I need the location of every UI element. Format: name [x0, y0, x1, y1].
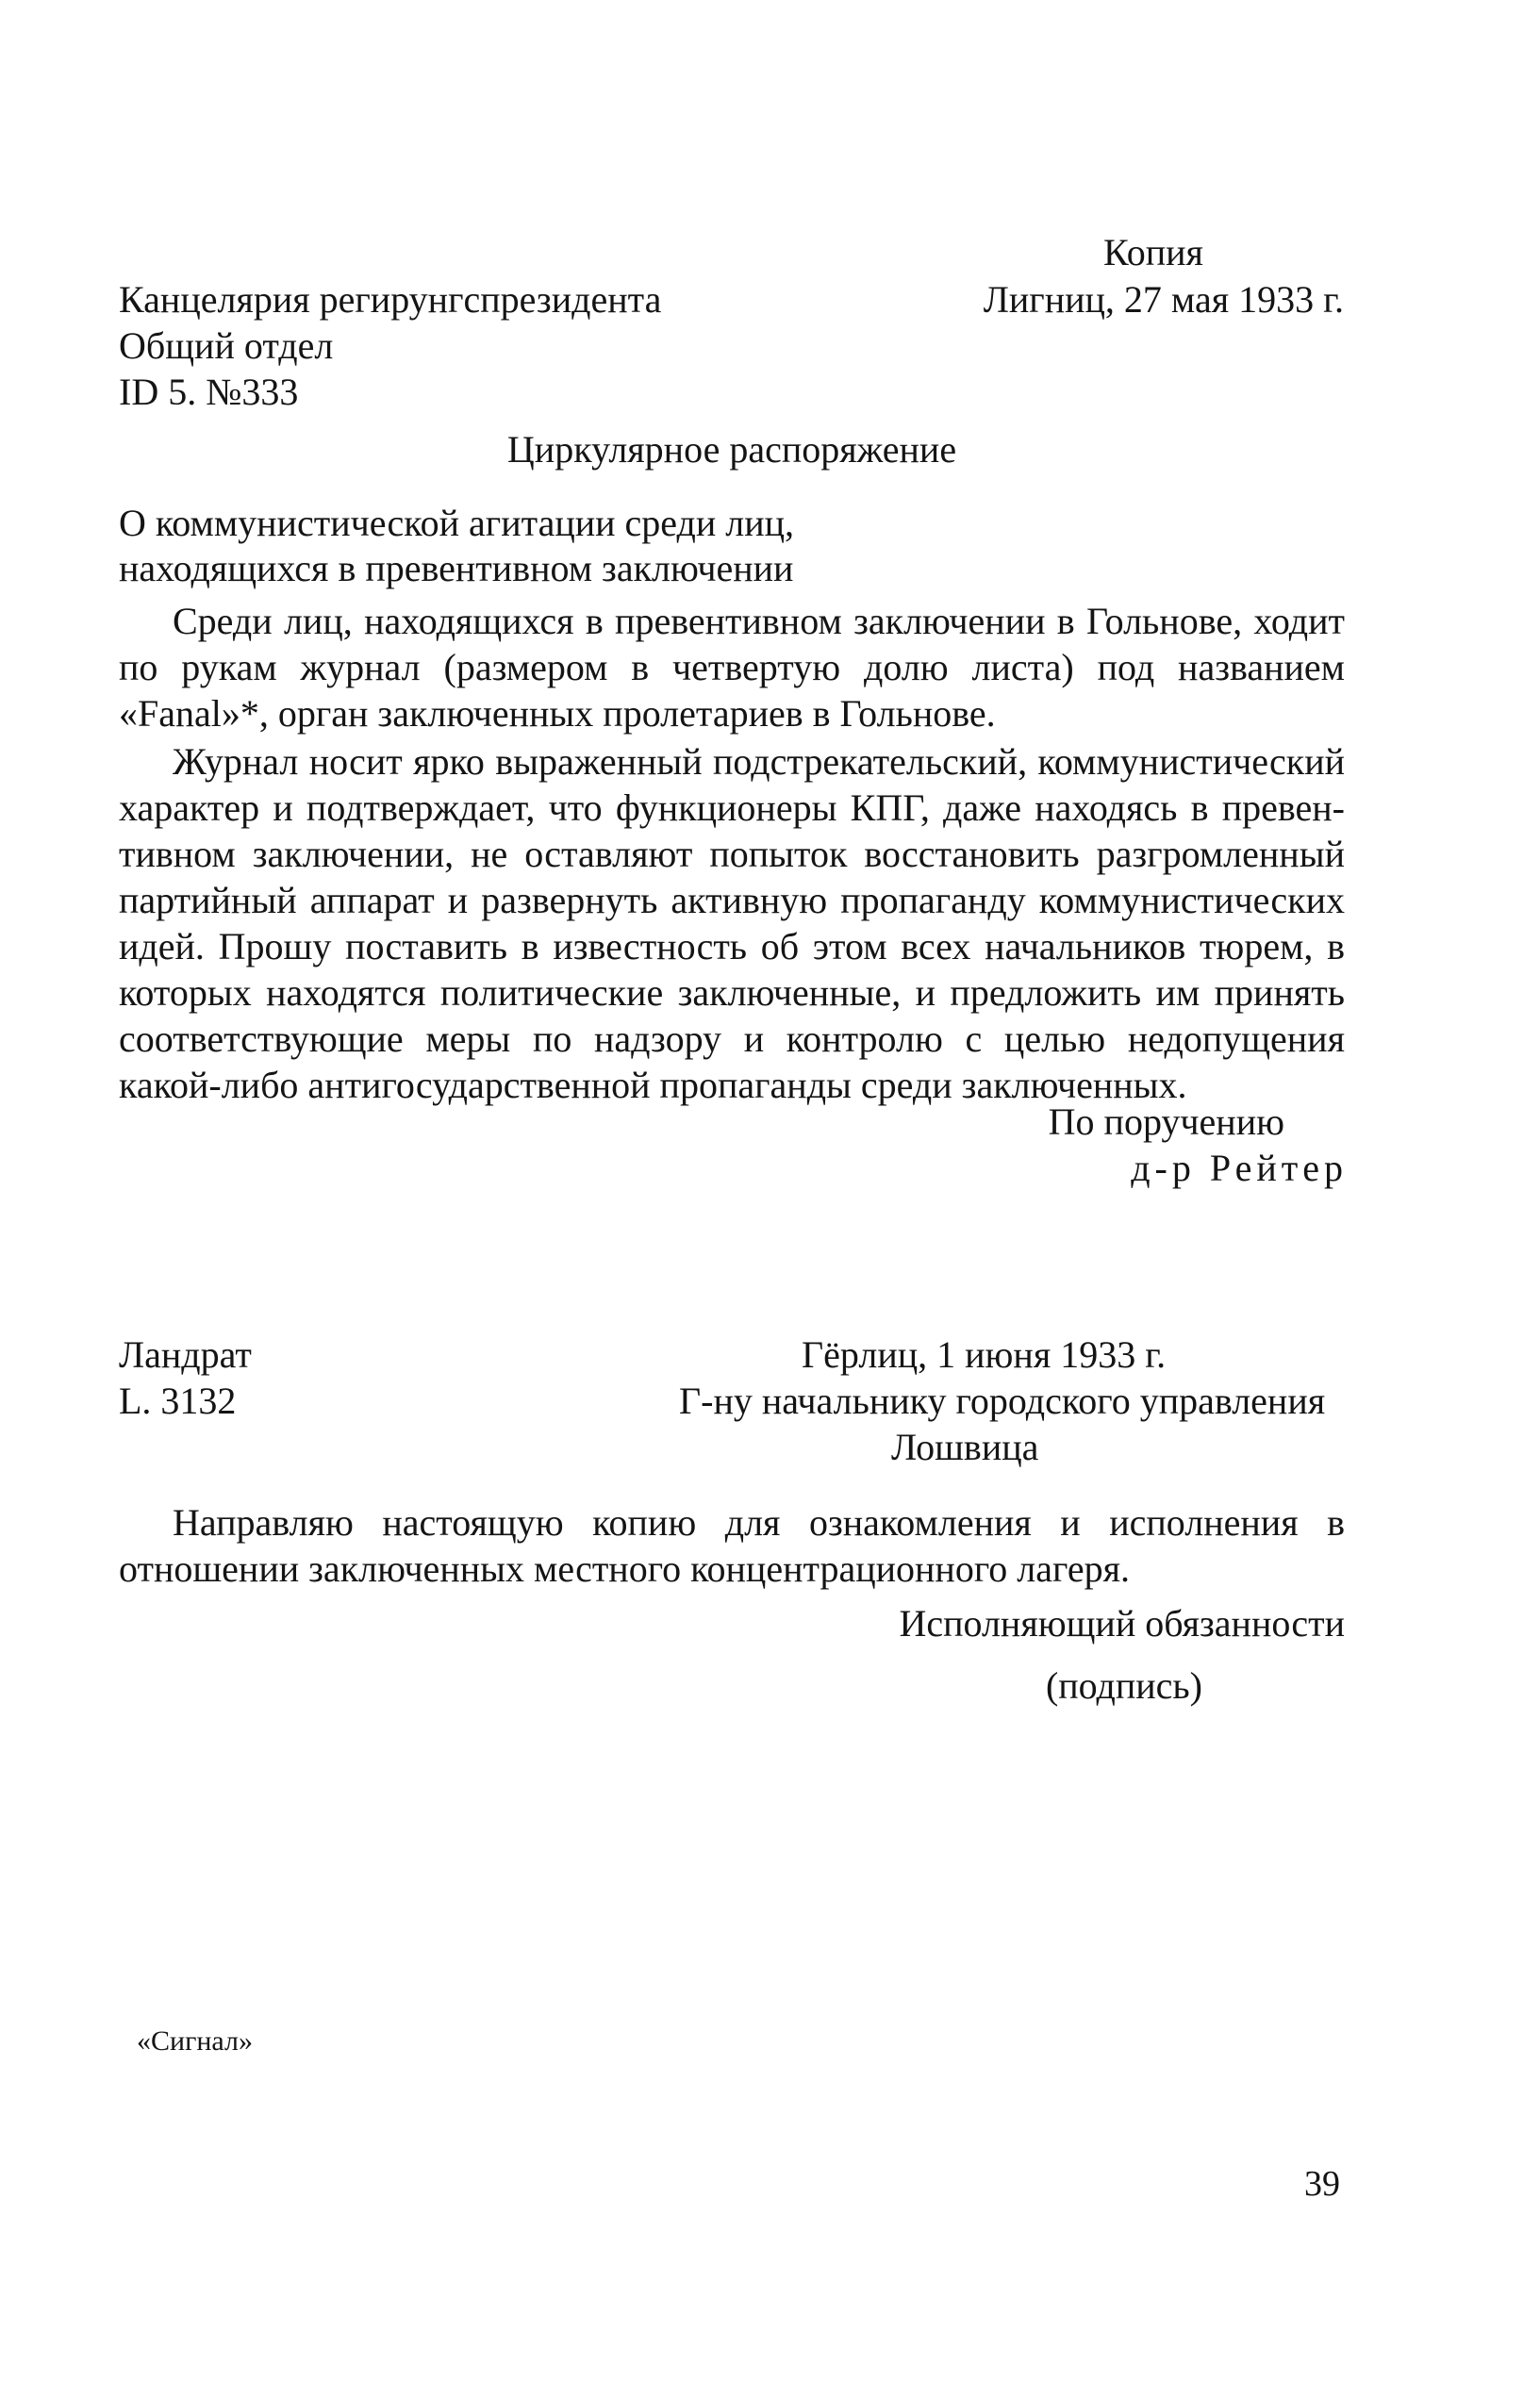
second-place-date: Гёрлиц, 1 июня 1933 г.	[802, 1333, 1167, 1376]
subject-line-1: О коммунистической агитации среди лиц,	[119, 502, 795, 544]
second-paragraph: Направляю настоящую копию для ознакомления и исполнения в отношении заключенных местного концентрационного лагеря.	[119, 1501, 1345, 1590]
place-date: Лигниц, 27 мая 1933 г.	[983, 278, 1344, 321]
paragraph-2: Журнал носит ярко выраженный подстрекательский, коммунистический характер и подтверждает, что функционеры КПГ, даже находясь в превентивном заключении, не оставляют попыток восстановить разгромленный партийный аппарат и развернуть активную пропаганду коммунистических идей. Прошу поставить в известность об этом всех начальников тюрем, в которых находятся политические заключенные, и предложить им принять соответствующие меры по надзору и контролю с целью недопущения какой-либо антигосударственной пропаганды среди заключенных.	[119, 740, 1345, 1106]
document-title: Циркулярное распоряжение	[506, 428, 957, 471]
signature-name: д-р Рейтер	[1131, 1147, 1348, 1189]
page-number: 39	[1304, 2164, 1340, 2204]
issuer-department: Общий отдел	[119, 324, 334, 367]
body-text	[119, 598, 1345, 1110]
second-issuer-reference: L. 3132	[119, 1380, 237, 1422]
copy-mark: Копия	[1103, 231, 1203, 273]
issuer-office: Канцелярия регирунгспрезидента	[119, 278, 662, 321]
second-signature-title: Исполняющий обязанности	[899, 1602, 1345, 1645]
second-body-text	[119, 1499, 1345, 1594]
subject-line-2: находящихся в превентивном заключении	[119, 547, 794, 589]
second-issuer-block	[119, 1331, 252, 1424]
signature-authority: По поручению	[1048, 1100, 1284, 1143]
addressee-city: Лошвица	[891, 1426, 1039, 1468]
paragraph-1: Среди лиц, находящихся в превентивном заключении в Гольнове, ходит по рукам журнал (размером в четвертую долю листа) под названием «Fanal»*, орган заключенных пролетариев в Гольнове.	[119, 600, 1345, 735]
second-issuer-office: Ландрат	[119, 1333, 252, 1376]
second-signature: (подпись)	[1045, 1664, 1202, 1707]
issuer-reference: ID 5. №333	[119, 371, 299, 413]
issuer-block	[119, 276, 661, 415]
subject-block	[119, 500, 794, 590]
addressee: Г-ну начальнику городского управления	[679, 1380, 1326, 1422]
footnote: «Сигнал»	[137, 2026, 253, 2057]
